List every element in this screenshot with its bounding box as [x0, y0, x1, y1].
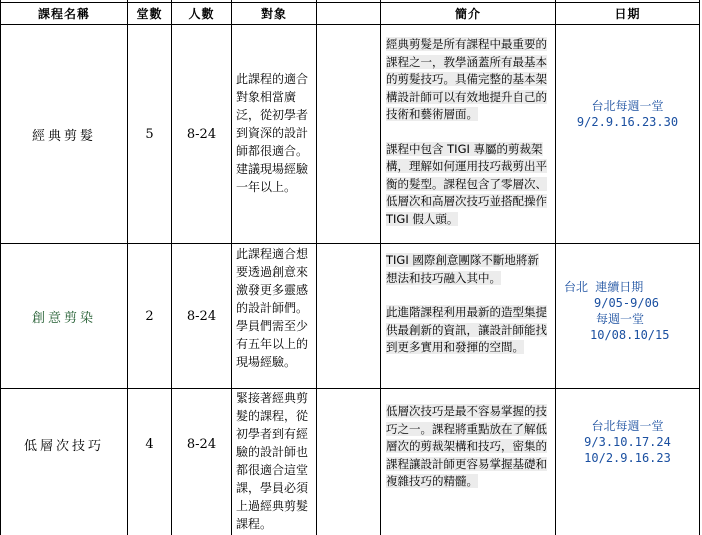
table-row-2-audience: 此課程適合想要透過創意來激發更多靈感的設計師們。學員們需至少有五年以上的現場經驗。	[236, 247, 309, 369]
header-course-name: 課程名稱	[37, 6, 90, 21]
header-audience: 對象	[260, 6, 287, 21]
table-row-2-sessions: 2	[145, 308, 154, 324]
intro-paragraph: 課程中包含 TIGI 專屬的剪裁架構，理解如何運用技巧裁剪出平衡的髮型。課程包含了零層次、低層次和高層次技巧並搭配操作 TIGI 假人頭。	[386, 141, 547, 226]
table-row-3-sessions: 4	[145, 436, 154, 452]
header-date: 日期	[614, 6, 641, 21]
table-row-2-date	[556, 279, 699, 343]
date-line: 台北每週一堂	[591, 419, 664, 433]
date-line: 9/3.10.17.24	[584, 435, 671, 449]
intro-paragraph: TIGI 國際創意團隊不斷地將新想法和技巧融入其中。	[386, 253, 539, 285]
table-row-2-course-name: 創意剪染	[31, 310, 96, 326]
date-line: 台北每週一堂	[591, 99, 664, 113]
table-row-1-date	[556, 98, 699, 130]
table-row-3-audience: 緊接著經典剪髮的課程，從初學者到有經驗的設計師也都很適合這堂課，學員必須上過經典剪髮課程。	[236, 391, 309, 531]
intro-paragraph: 低層次技巧是最不容易掌握的技巧之一。課程將重點放在了解低層次的剪裁架構和技巧，密集的課程讓設計師更容易掌握基礎和複雜技巧的精髓。	[386, 404, 547, 488]
date-line: 9/05-9/06	[594, 296, 660, 310]
table-row-1-people: 8-24	[186, 126, 217, 142]
date-line: 10/08.10/15	[590, 328, 670, 342]
table-row-1-intro	[381, 36, 555, 228]
header-sessions: 堂數	[136, 6, 163, 21]
date-line: 台北 連續日期	[564, 280, 644, 294]
date-line: 9/2.9.16.23.30	[576, 115, 679, 129]
date-line: 每週一堂	[596, 312, 645, 326]
header-people: 人數	[188, 6, 215, 21]
table-row-1-course-name: 經典剪髮	[31, 128, 96, 144]
table-row-1-sessions: 5	[145, 126, 154, 142]
intro-paragraph: 經典剪髮是所有課程中最重要的課程之一，教學涵蓋所有最基本的剪髮技巧。具備完整的基本架構設計師可以有效地提升自己的技術和藝術層面。	[386, 37, 547, 121]
table-row-3-people: 8-24	[186, 436, 217, 452]
table-row-1-audience: 此課程的適合對象相當廣泛，從初學者到資深的設計師都很適合。建議現場經驗一年以上。	[236, 72, 309, 194]
table-row-2-people: 8-24	[186, 308, 217, 324]
table-row-3-course-name: 低層次技巧	[23, 438, 104, 454]
intro-paragraph: 此進階課程利用最新的造型集提供最創新的資訊，讓設計師能找到更多實用和發揮的空間。	[386, 305, 547, 354]
header-intro: 簡介	[454, 6, 481, 21]
table-row-3-intro	[381, 403, 555, 491]
col-divider	[699, 0, 700, 535]
table-row-2-intro	[381, 252, 555, 357]
table-row-3-date	[556, 418, 699, 466]
date-line: 10/2.9.16.23	[584, 451, 671, 465]
col-divider	[316, 0, 317, 535]
